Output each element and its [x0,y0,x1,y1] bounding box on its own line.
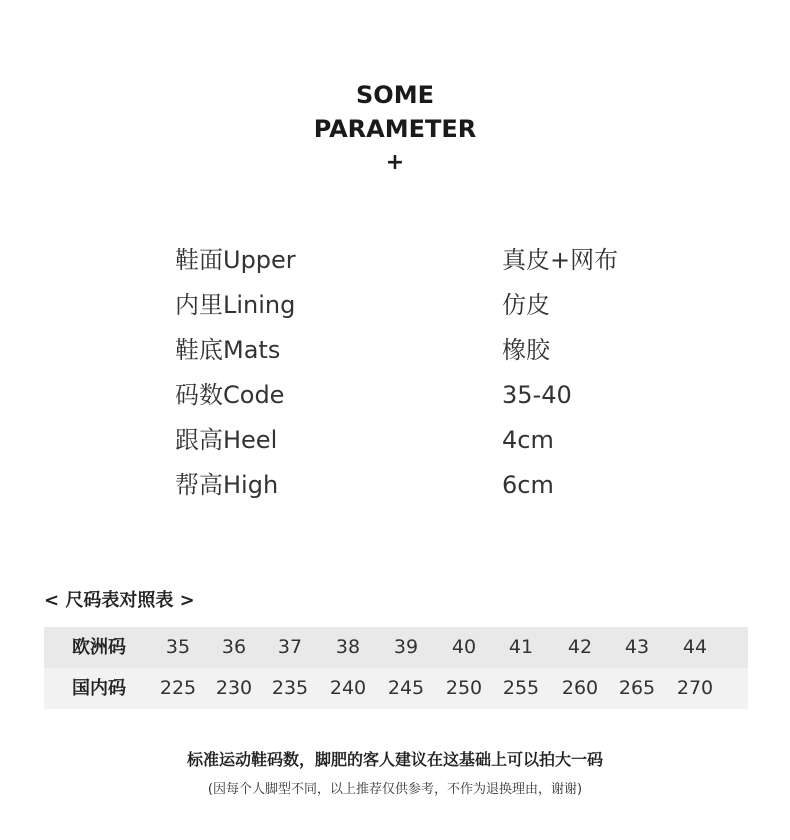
size-row-label: 国内码 [72,678,126,699]
header-title-line2: PARAMETER [313,115,477,143]
size-cell: 41 [508,636,534,658]
parameter-row-code [0,373,790,418]
parameter-value: 仿皮 [502,291,550,319]
size-cell: 250 [445,677,483,699]
size-cell: 42 [567,636,593,658]
parameter-value: 真皮+网布 [502,246,619,274]
size-cell: 265 [618,677,656,699]
size-row-eu [44,627,748,668]
parameter-row-high [0,463,790,508]
size-cell: 270 [676,677,714,699]
parameter-row-lining [0,283,790,328]
size-row-cn [44,668,748,709]
header-title-line1: SOME [356,81,434,109]
size-row-label: 欧洲码 [72,637,126,658]
size-cell: 39 [393,636,419,658]
size-cell: 245 [387,677,425,699]
size-cell: 40 [451,636,477,658]
sizing-advice-note: 标准运动鞋码数，脚肥的客人建议在这基础上可以拍大一码 [186,750,603,769]
size-cell: 44 [682,636,708,658]
size-cell: 43 [624,636,650,658]
size-cell: 38 [335,636,361,658]
parameter-value: 橡胶 [502,336,550,364]
size-cell: 36 [221,636,247,658]
size-cell: 240 [329,677,367,699]
disclaimer-note: (因每个人脚型不同，以上推荐仅供参考，不作为退换理由，谢谢) [207,782,583,797]
parameter-label: 码数Code [175,381,285,409]
parameter-row-upper [0,238,790,283]
plus-icon: + [385,150,405,175]
size-cell: 260 [561,677,599,699]
parameter-label: 鞋面Upper [175,246,296,274]
size-cell: 37 [277,636,303,658]
size-chart-heading: < 尺码表对照表 > [44,590,195,611]
parameter-row-heel [0,418,790,463]
parameter-row-mats [0,328,790,373]
parameter-value: 35-40 [502,381,572,409]
size-cell: 35 [165,636,191,658]
parameter-label: 鞋底Mats [175,336,281,364]
size-chart-table [44,627,748,709]
parameter-label: 内里Lining [175,291,296,319]
size-cell: 235 [271,677,309,699]
parameter-label: 跟高Heel [175,426,278,454]
parameter-value: 4cm [502,426,554,454]
size-cell: 230 [215,677,253,699]
size-cell: 225 [159,677,197,699]
parameter-label: 帮高High [175,471,279,499]
parameter-value: 6cm [502,471,554,499]
size-cell: 255 [502,677,540,699]
